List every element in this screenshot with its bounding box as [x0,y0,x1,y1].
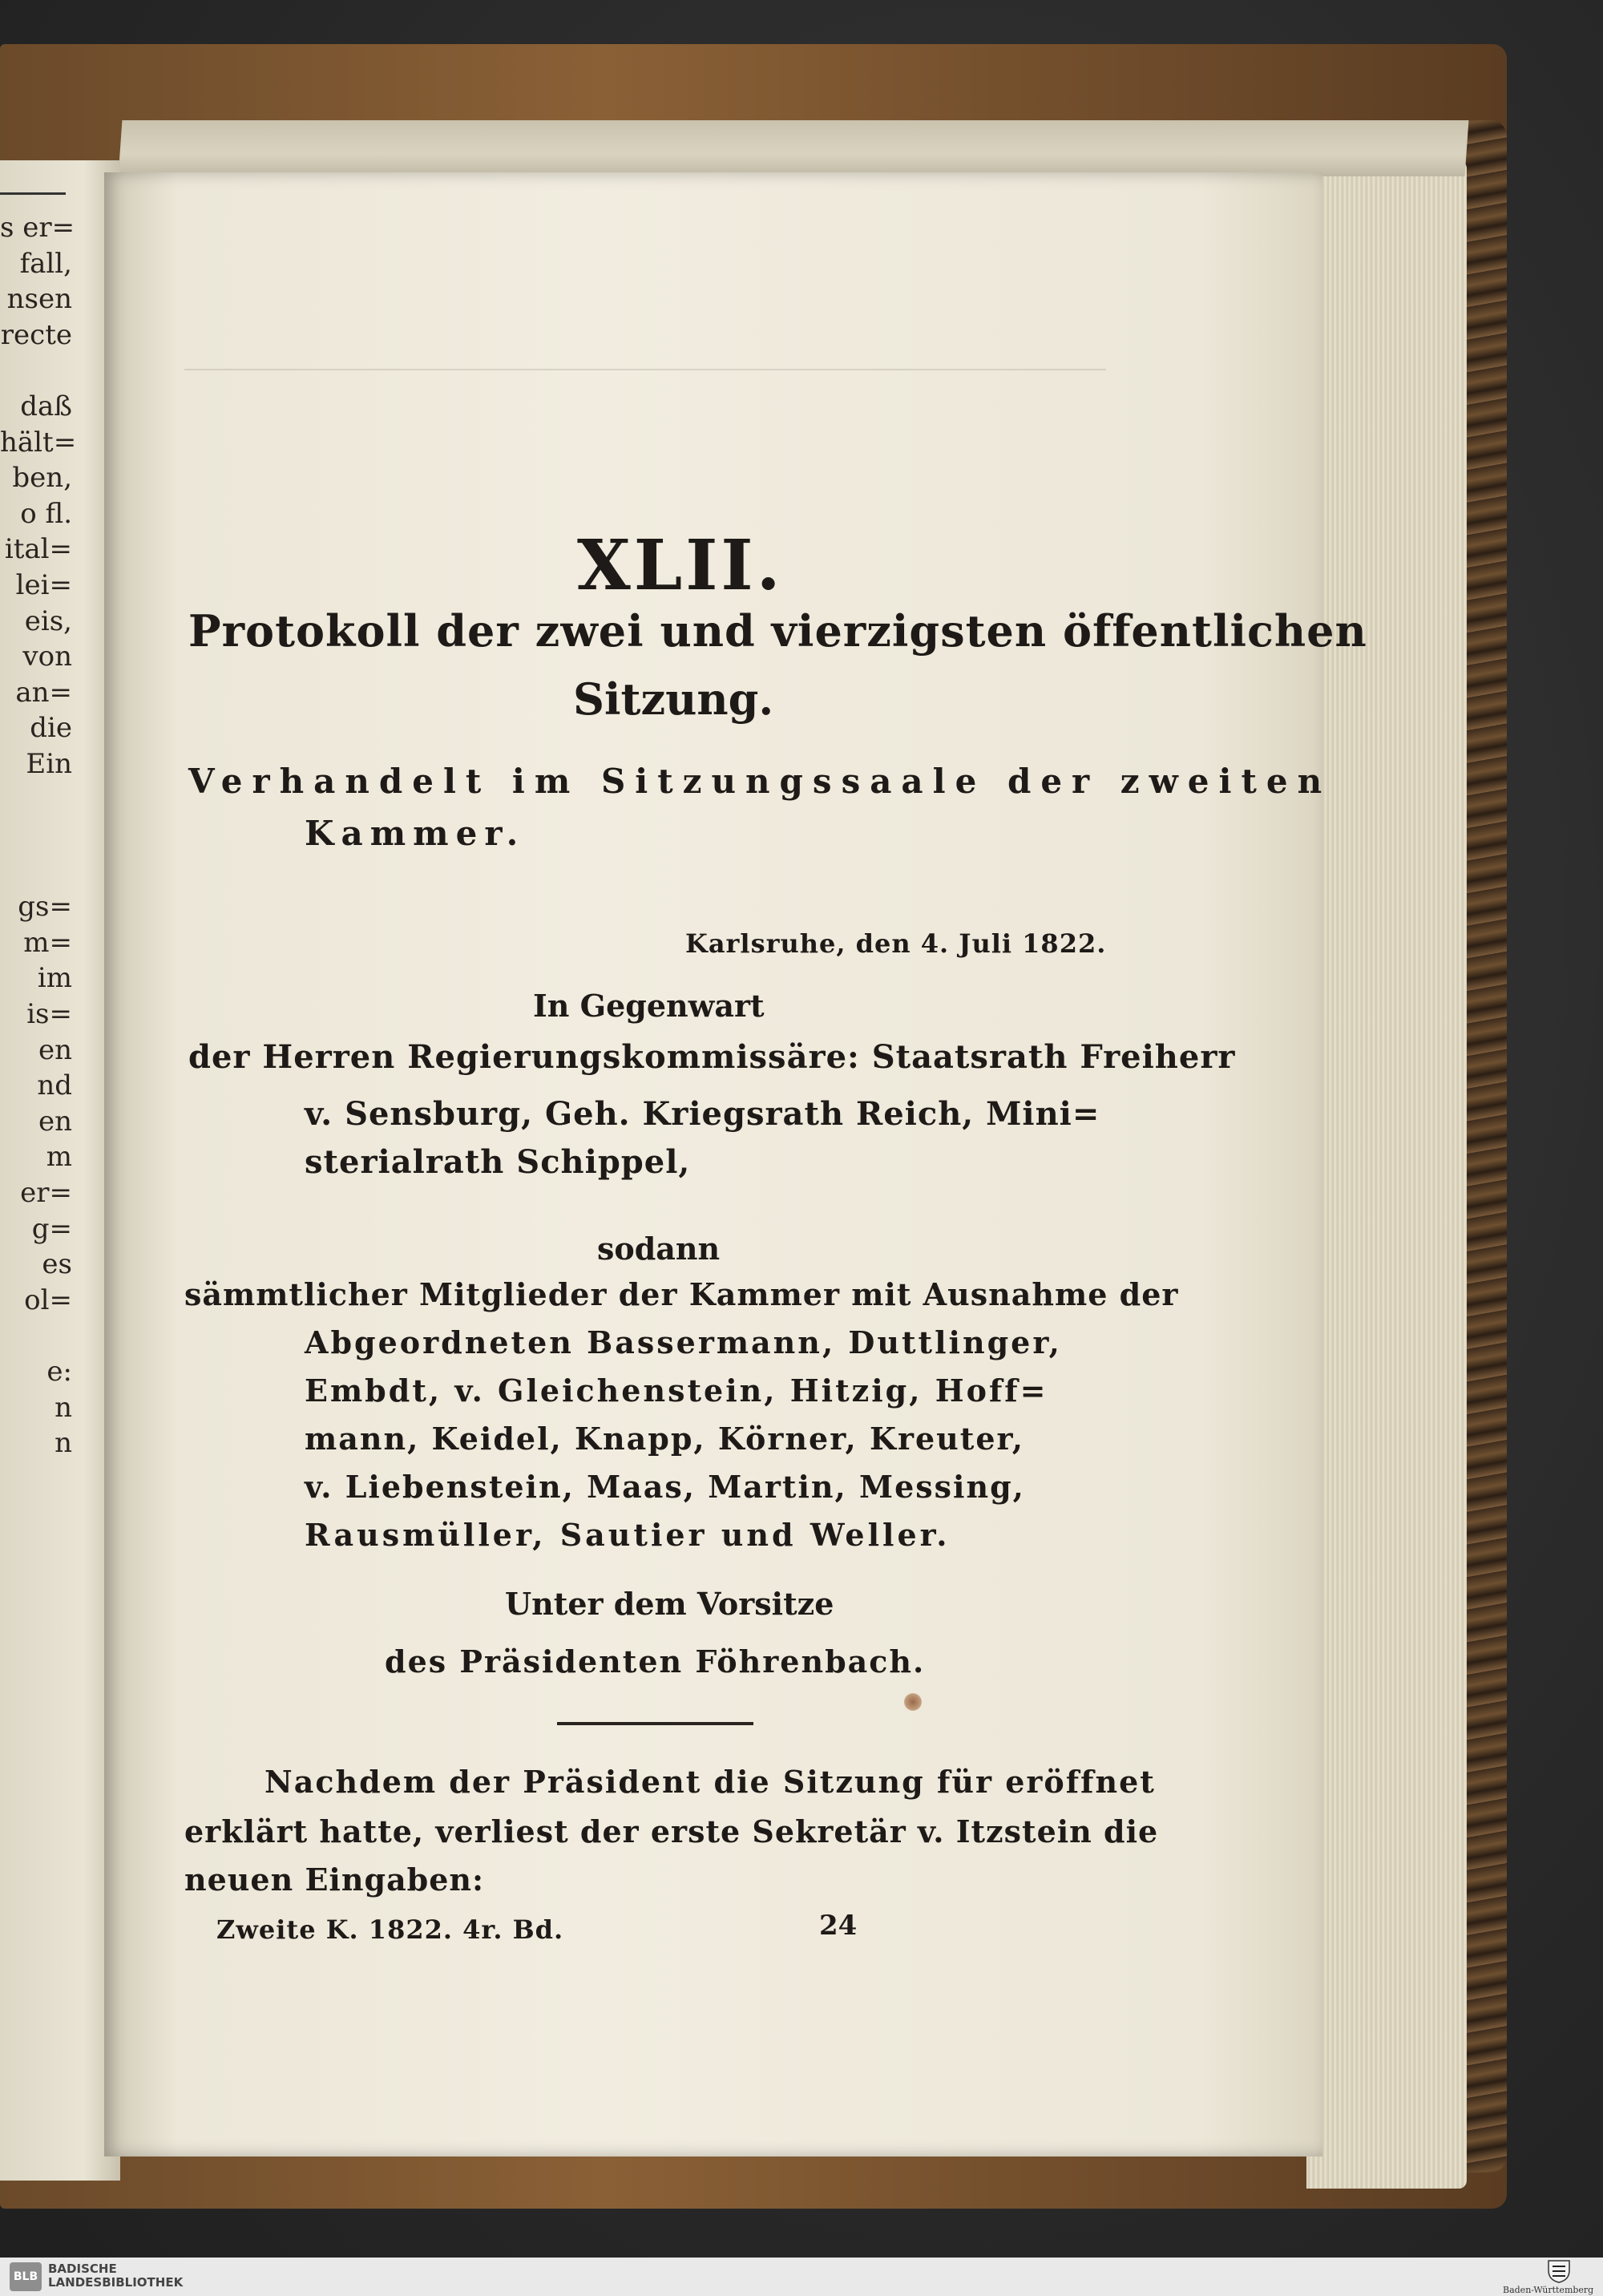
dateline: Karlsruhe, den 4. Juli 1822. [685,928,1107,959]
state-emblem-icon [1527,2259,1591,2283]
members-line1: sämmtlicher Mitglieder der Kammer mit Ausnahme der [184,1276,1179,1312]
members-line5: v. Liebenstein, Maas, Martin, Messing, [305,1469,1025,1505]
left-page-rule [0,192,66,195]
state-name: Baden-Württemberg [1503,2285,1594,2295]
chapter-numeral: XLII. [577,525,784,606]
chair-line2: des Präsidenten Föhrenbach. [385,1643,926,1680]
members-line6: Rausmüller, Sautier und Weller. [305,1517,951,1553]
page-edges [1306,160,1467,2189]
chapter-title-line2: Sitzung. [573,673,774,725]
section-divider [557,1722,753,1725]
members-line2: Abgeordneten Bassermann, Duttlinger, [305,1324,1062,1360]
library-logo: BLB [10,2262,42,2291]
right-page [104,172,1322,2157]
printer-signature: Zweite K. 1822. 4r. Bd. [216,1914,564,1945]
chapter-subtitle-line2: Kammer. [305,814,526,853]
library-name [48,2262,183,2290]
members-line4: mann, Keidel, Knapp, Körner, Kreuter, [305,1421,1025,1457]
left-page-fragments: s er= fall, nsen recte daß hält= ben, o fl. ital= lei= eis, von an= die Ein gs= m= im is= en nd en m er= g= es ol= e: n n [0,212,77,1460]
presence-line2: v. Sensburg, Geh. Kriegsrath Reich, Mini= [305,1095,1100,1133]
body-line1: Nachdem der Präsident die Sitzung für eröffnet [264,1764,1156,1800]
presence-line1: der Herren Regierungskommissäre: Staatsrath Freiherr [188,1038,1236,1076]
chapter-subtitle-line1: Verhandelt im Sitzungssaale der zweiten [188,762,1332,801]
bleed-through-rule [184,369,1106,370]
body-line3: neuen Eingaben: [184,1861,485,1898]
presence-line3: sterialrath Schippel, [305,1143,691,1181]
presence-heading: In Gegenwart [533,988,765,1024]
presence-then: sodann [597,1231,721,1267]
body-line2: erklärt hatte, verliest der erste Sekretär v. Itzstein die [184,1813,1159,1849]
chapter-title-line1: Protokoll der zwei und vierzigsten öffentlichen [188,605,1367,657]
chair-line1: Unter dem Vorsitze [505,1586,834,1622]
library-name-line1: BADISCHE [48,2262,117,2276]
paper-stain [904,1693,922,1711]
footer-bar [0,2258,1603,2296]
library-name-line2: LANDESBIBLIOTHEK [48,2275,184,2290]
page-block-top [119,120,1469,176]
members-line3: Embdt, v. Gleichenstein, Hitzig, Hoff= [305,1372,1048,1409]
page-number: 24 [819,1910,858,1942]
